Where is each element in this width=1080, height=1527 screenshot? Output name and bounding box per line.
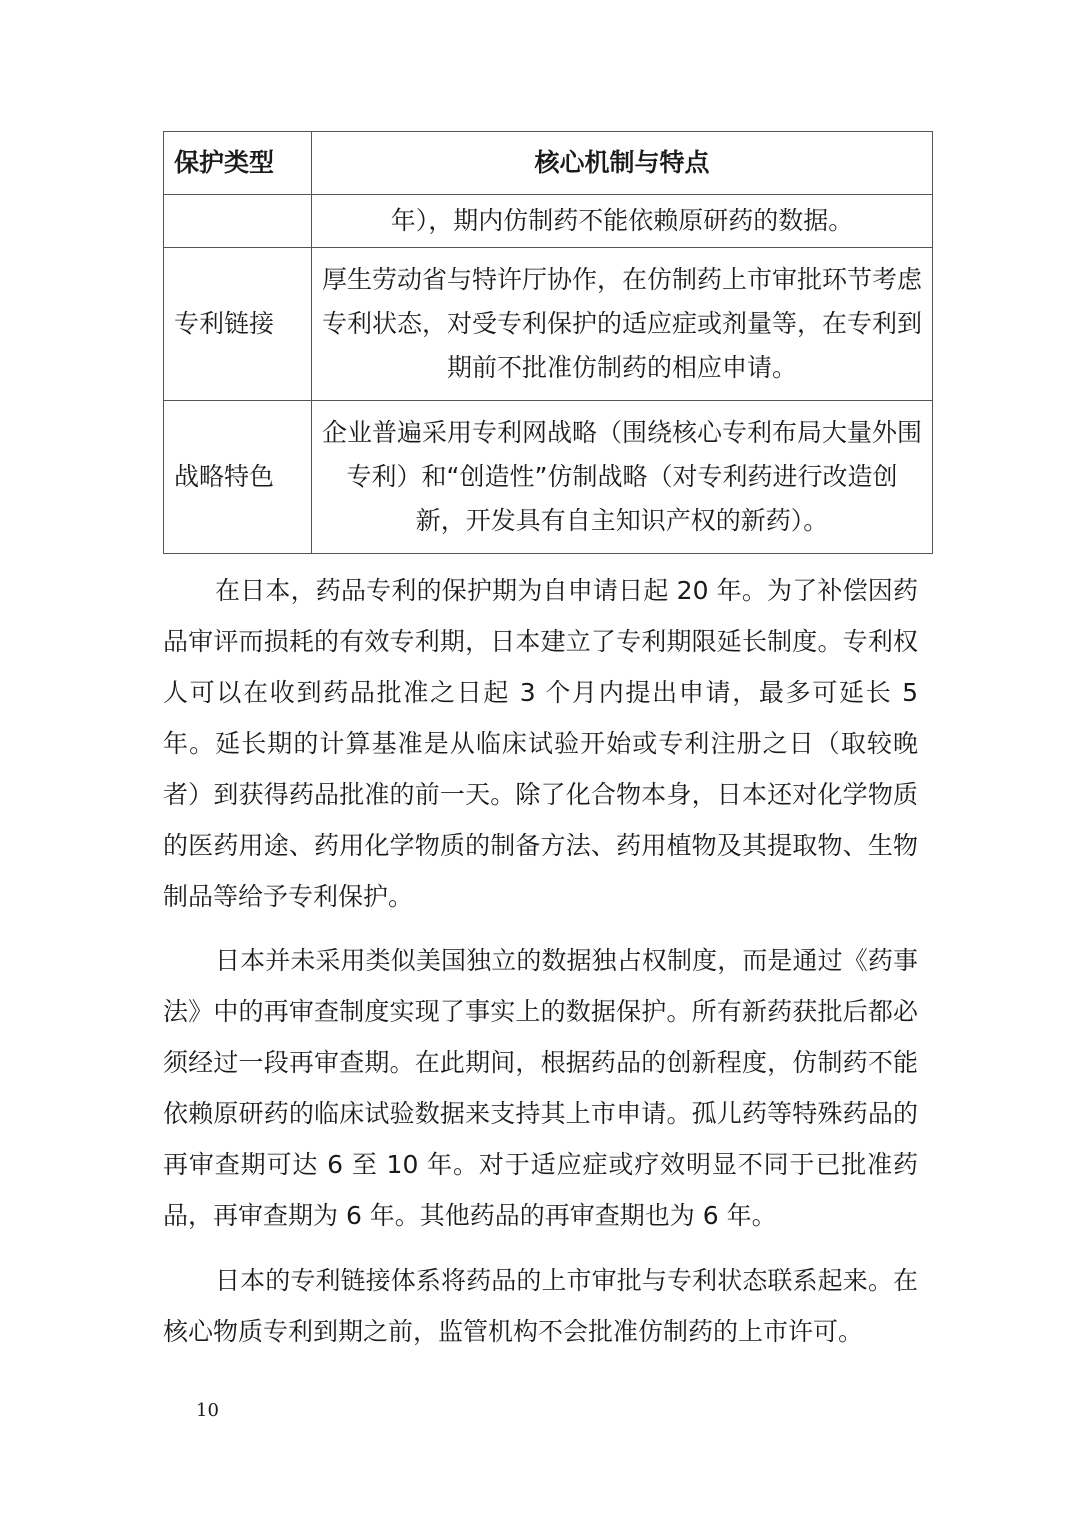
protection-table-grid (163, 131, 933, 554)
table-row (164, 195, 933, 248)
table-cell-type: 战略特色 (164, 401, 312, 554)
protection-table (163, 131, 933, 554)
paragraph-data-protection: 日本并未采用类似美国独立的数据独占权制度，而是通过《药事法》中的再审查制度实现了事实上的数据保护。所有新药获批后都必须经过一段再审查期。在此期间，根据药品的创新程度，仿制药不能依赖原研药的临床试验数据来支持其上市申请。孤儿药等特殊药品的再审查期可达 6 至 10 年。对于适应症或疗效明显不同于已批准药品，再审查期为 6 年。其他药品的再审查期也为 6 年。 (163, 946, 918, 1230)
table-cell-type (164, 195, 312, 248)
paragraph-patent-term: 在日本，药品专利的保护期为自申请日起 20 年。为了补偿因药品审评而损耗的有效专利期，日本建立了专利期限延长制度。专利权人可以在收到药品批准之日起 3 个月内提出申请，最多可延长 5 年。延长期的计算基准是从临床试验开始或专利注册之日（取较晚者）到获得药品批准的前一天。除了化合物本身，日本还对化学物质的医药用途、药用化学物质的制备方法、药用植物及其提取物、生物制品等给予专利保护。 (163, 576, 918, 911)
table-cell-mechanism: 年），期内仿制药不能依赖原研药的数据。 (312, 195, 933, 248)
table-row (164, 248, 933, 401)
paragraph-patent-linkage: 日本的专利链接体系将药品的上市审批与专利状态联系起来。在核心物质专利到期之前，监管机构不会批准仿制药的上市许可。 (163, 1266, 918, 1346)
header-protection-type: 保护类型 (164, 132, 312, 195)
table-cell-type: 专利链接 (164, 248, 312, 401)
table-cell-mechanism: 企业普遍采用专利网战略（围绕核心专利布局大量外围专利）和“创造性”仿制战略（对专利药进行改造创新，开发具有自主知识产权的新药）。 (312, 401, 933, 554)
page-number: 10 (196, 1400, 219, 1421)
table-cell-mechanism: 厚生劳动省与特许厅协作，在仿制药上市审批环节考虑专利状态，对受专利保护的适应症或剂量等，在专利到期前不批准仿制药的相应申请。 (312, 248, 933, 401)
header-core-mechanism: 核心机制与特点 (312, 132, 933, 195)
table-header-row (164, 132, 933, 195)
table-row (164, 401, 933, 554)
